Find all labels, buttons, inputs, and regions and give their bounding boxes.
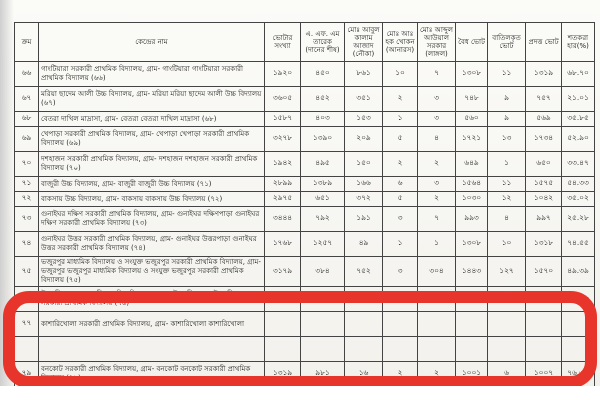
cell-azad: ২০৯: [345, 127, 383, 152]
cell-percent: ২৫.২৮: [562, 207, 595, 232]
cell-azad: ১৫৩: [345, 112, 383, 127]
cell-percent: ৪৯.৩৯: [562, 257, 595, 287]
cell-serial: ৬৮: [15, 112, 39, 127]
cell-serial: ৭৬: [15, 287, 39, 312]
cell-voters: ৩৫১৩: [265, 287, 301, 312]
cell-cast: ১৩১৮: [526, 232, 562, 257]
cell-awal: ২: [418, 192, 456, 207]
cell-valid: ১৭২১: [456, 127, 488, 152]
cell-cast: ১৭৩৪: [526, 127, 562, 152]
cell-serial: ৭৫: [15, 257, 39, 287]
cell-tarek: ৪৪৫: [301, 287, 345, 312]
cell-center: গাংটিয়ারা সরকারী প্রাথমিক বিদ্যালয়, গ্রাম- গাংটিয়ারা গাংটিয়ারা সরকারী প্রাথমিক বিদ্যালয় (৬৬): [39, 62, 265, 87]
table-row: [15, 192, 595, 207]
cell-rejected: ১১: [488, 62, 526, 87]
cell-khokon: ২: [383, 152, 418, 177]
cell-center: বনকোট সরকারী প্রাথমিক বিদ্যালয়, গ্রাম- বনকোট বনকোট সরকারী প্রাথমিক বিদ্যালয় (৭৯): [39, 362, 265, 387]
cell-valid: ১০৩০: [456, 192, 488, 207]
header-cast: প্রদত্ত ভোট: [526, 23, 562, 62]
table-row: [15, 287, 595, 312]
cell-tarek: ৪৯৫: [301, 152, 345, 177]
page-shadow: [0, 0, 14, 400]
cell-cast: [526, 337, 562, 362]
cell-khokon: [383, 337, 418, 362]
cell-voters: ৩১৭৯: [265, 257, 301, 287]
cell-voters: ৩৬০৫: [265, 87, 301, 112]
cell-khokon: ২: [383, 362, 418, 387]
table-row: [15, 337, 595, 362]
header-valid: বৈধ ভোট: [456, 23, 488, 62]
table-row: [15, 177, 595, 192]
cell-serial: ৬৭: [15, 87, 39, 112]
cell-rejected: ১৩: [488, 127, 526, 152]
cell-voters: ১৭৬৮: [265, 232, 301, 257]
cell-percent: ২১.০১: [562, 87, 595, 112]
cell-awal: ৩০৪: [418, 257, 456, 287]
cell-center: গুনাইঘর দক্ষিণ সরকারী প্রাথমিক বিদ্যালয়, গ্রাম- গুনাইঘর দক্ষিণপাড়া গুনাইঘর দক্ষিণ সরকারী প্রাথমিক বিদ্যালয় (৭৩): [39, 207, 265, 232]
cell-percent: ৫২.৯০: [562, 127, 595, 152]
cell-azad: ৪৯: [345, 232, 383, 257]
cell-percent: ৭৪.৫৫: [562, 232, 595, 257]
cell-cast: ১৫৭০: [526, 257, 562, 287]
results-table: [14, 22, 595, 387]
cell-azad: ৩৭২: [345, 192, 383, 207]
cell-rejected: ১৮: [488, 287, 526, 312]
header-percent: শতকরা হার(%): [562, 23, 595, 62]
cell-azad: ১৬৬: [345, 177, 383, 192]
cell-cast: ৬৫০: [526, 152, 562, 177]
cell-voters: ২৮৯৯: [265, 177, 301, 192]
cell-voters: [265, 312, 301, 337]
cell-awal: [418, 337, 456, 362]
cell-tarek: ১৩৯০: [301, 127, 345, 152]
cell-center: বাজুরী উচ্চ বিদ্যালয়, গ্রাম- বাজুরী বাজুরী উচ্চ বিদ্যালয় (৭১): [39, 177, 265, 192]
cell-center: উজানীজোড়া সরকারী প্রাথমিক বিদ্যালয়, গ্রাম- উজানীজোড়া উজানীজোড়া সরকারী প্রাথমিক বিদ্যালয় (৭৬): [39, 287, 265, 312]
cell-rejected: ১২: [488, 192, 526, 207]
table-row: [15, 312, 595, 337]
cell-rejected: [488, 312, 526, 337]
header-serial: ক্রম: [15, 23, 39, 62]
cell-tarek: ৪৫২: [301, 87, 345, 112]
cell-rejected: [488, 337, 526, 362]
cell-awal: ২: [418, 152, 456, 177]
cell-cast: ১৩১৯: [526, 62, 562, 87]
cell-khokon: ৩: [383, 257, 418, 287]
table-row: [15, 62, 595, 87]
cell-khokon: ৫: [383, 192, 418, 207]
cell-azad: [345, 312, 383, 337]
cell-voters: ৩২৭৮: [265, 127, 301, 152]
cell-awal: ৩: [418, 177, 456, 192]
cell-percent: ৬৮.৭০: [562, 62, 595, 87]
cell-azad: ১৬: [345, 362, 383, 387]
cell-awal: ৭: [418, 62, 456, 87]
cell-khokon: ১০: [383, 62, 418, 87]
cell-serial: ৭৭: [15, 312, 39, 337]
cell-khokon: ২: [383, 87, 418, 112]
table-row: [15, 112, 595, 127]
header-azad: মোঃ আবুল কালাম আজাদ (নৌকা): [345, 23, 383, 62]
header-row: [15, 23, 595, 62]
cell-center: [39, 337, 265, 362]
cell-tarek: ৭৯২: [301, 207, 345, 232]
table-row: [15, 207, 595, 232]
cell-serial: ৭১: [15, 177, 39, 192]
cell-valid: ১০০১: [456, 362, 488, 387]
cell-khokon: ৩: [383, 207, 418, 232]
cell-rejected: ১১: [488, 177, 526, 192]
header-center: কেন্দ্রের নাম: [39, 23, 265, 62]
cell-tarek: ৪০৩: [301, 112, 345, 127]
cell-center: বেতরা দাখিল মাদ্রাসা, গ্রাম- বেতরা বেতরা দাখিল মাদ্রাসা (৬৮): [39, 112, 265, 127]
cell-center: গুনাইঘর উত্তর সরকারী প্রাথমিক বিদ্যালয়, গ্রাম- গুনাইঘর উত্তরপাড়া গুনাইঘর উত্তর সরকারী প্রাথমিক বিদ্যালয় (৭৪): [39, 232, 265, 257]
cell-azad: ৩৫১: [345, 87, 383, 112]
header-awal: মোঃ আব্দুল আউয়াল সরকার (লাঙ্গল): [418, 23, 456, 62]
cell-center: বাকসায় উচ্চ বিদ্যালয়, গ্রাম- বাকসায় বাকসায় উচ্চ বিদ্যালয় (৭২): [39, 192, 265, 207]
cell-cast: [526, 312, 562, 337]
cell-awal: ৭: [418, 287, 456, 312]
cell-voters: ১৯২০: [265, 62, 301, 87]
cell-cast: ১০০৭: [526, 362, 562, 387]
cell-percent: ৩৫.৮৫: [562, 112, 595, 127]
cell-serial: ৭২: [15, 192, 39, 207]
cell-khokon: ৫: [383, 127, 418, 152]
cell-center: খেপাড়া সরকারী প্রাথমিক বিদ্যালয়, গ্রাম- খেপাড়া খেপাড়া সরকারী প্রাথমিক বিদ্যালয় (৬৯): [39, 127, 265, 152]
cell-valid: ৬৪৯: [456, 152, 488, 177]
cell-awal: ৩: [418, 87, 456, 112]
cell-voters: ১৩১৯: [265, 362, 301, 387]
cell-khokon: ৪: [383, 287, 418, 312]
cell-percent: ৩৩.৪৭: [562, 152, 595, 177]
cell-voters: ১৫৮৭: [265, 112, 301, 127]
cell-cast: ১৮৩৬: [526, 287, 562, 312]
cell-center: দশহাজন সরকারী প্রাথমিক বিদ্যালয়, গ্রাম- দশহাজন দশহাজন সরকারী প্রাথমিক বিদ্যালয় (৭০): [39, 152, 265, 177]
cell-tarek: ১২৫৭: [301, 232, 345, 257]
cell-cast: ৫৬৯: [526, 112, 562, 127]
cell-tarek: ৩৮৪: [301, 257, 345, 287]
cell-valid: ১৫৬৪: [456, 177, 488, 192]
cell-khokon: [383, 312, 418, 337]
cell-voters: [265, 337, 301, 362]
table-row: [15, 232, 595, 257]
cell-khokon: ১: [383, 112, 418, 127]
cell-azad: [345, 337, 383, 362]
cell-center: কাশারিখোলা সরকারী প্রাথমিক বিদ্যালয়, গ্রাম- কাশারিখোলা কাশারিখোলা: [39, 312, 265, 337]
cell-azad: ১৯১: [345, 207, 383, 232]
cell-percent: [562, 312, 595, 337]
cell-serial: ৭৯: [15, 362, 39, 387]
cell-azad: ১৫০: [345, 152, 383, 177]
cell-cast: ৯৯৭: [526, 207, 562, 232]
cell-percent: ৩৫.০২: [562, 192, 595, 207]
cell-rejected: ১২৭: [488, 257, 526, 287]
cell-khokon: ১: [383, 232, 418, 257]
cell-azad: ১৩৬২: [345, 287, 383, 312]
cell-tarek: ৪৫০: [301, 62, 345, 87]
cell-serial: ৬৯: [15, 127, 39, 152]
page-bottom-edge: [0, 386, 600, 400]
header-voters: ভোটার সংখ্যা: [265, 23, 301, 62]
cell-awal: ৪: [418, 127, 456, 152]
cell-awal: ২: [418, 362, 456, 387]
cell-azad: ৮৬১: [345, 62, 383, 87]
cell-azad: ৭৫২: [345, 257, 383, 287]
cell-serial: ৭৪: [15, 232, 39, 257]
cell-tarek: [301, 312, 345, 337]
cell-valid: [456, 337, 488, 362]
table-row: [15, 152, 595, 177]
cell-rejected: ১: [488, 152, 526, 177]
cell-valid: ৯৯৩: [456, 207, 488, 232]
cell-rejected: ১০: [488, 232, 526, 257]
cell-awal: [418, 312, 456, 337]
cell-awal: ১: [418, 232, 456, 257]
cell-awal: ৭: [418, 207, 456, 232]
cell-valid: ১৮১৮: [456, 287, 488, 312]
cell-rejected: ৬: [488, 362, 526, 387]
header-tarek: এ. এফ. এম তারেক (দানের শীষ): [301, 23, 345, 62]
cell-tarek: ৬৫১: [301, 192, 345, 207]
cell-valid: ৭৪৮: [456, 87, 488, 112]
cell-rejected: ৯: [488, 87, 526, 112]
cell-rejected: ৪: [488, 207, 526, 232]
cell-voters: ৩৪৪৪: [265, 207, 301, 232]
cell-tarek: ৯৮১: [301, 362, 345, 387]
table-row: [15, 87, 595, 112]
header-rejected: বাতিলকৃত ভোট: [488, 23, 526, 62]
cell-cast: ১০৪২: [526, 192, 562, 207]
cell-percent: [562, 337, 595, 362]
cell-percent: ৭৬.৩৫: [562, 362, 595, 387]
cell-cast: ১৫৭৫: [526, 177, 562, 192]
cell-percent: ৫৪.৩৩: [562, 177, 595, 192]
table-row: [15, 257, 595, 287]
cell-khokon: ৬: [383, 177, 418, 192]
cell-tarek: ১৩৮৯: [301, 177, 345, 192]
cell-valid: ১৩০৮: [456, 232, 488, 257]
cell-tarek: [301, 337, 345, 362]
cell-center: মরিয়া ছাদেম আলী উচ্চ বিদ্যালয়, গ্রাম- মরিয়া মরিয়া ছাদেম আলী উচ্চ বিদ্যালয় (৬৭): [39, 87, 265, 112]
cell-serial: ৭০: [15, 152, 39, 177]
cell-awal: ৩: [418, 112, 456, 127]
cell-serial: ৬৬: [15, 62, 39, 87]
cell-rejected: ৯: [488, 112, 526, 127]
cell-percent: ৫২.২৬: [562, 287, 595, 312]
cell-valid: ৫৬০: [456, 112, 488, 127]
cell-serial: ৭৩: [15, 207, 39, 232]
cell-voters: ২৯৭৫: [265, 192, 301, 207]
header-khokon: মোঃ আঃ হক খোকন (আনারস): [383, 23, 418, 62]
cell-valid: ১৪৪৩: [456, 257, 488, 287]
cell-serial: [15, 337, 39, 362]
cell-voters: ১৯৪২: [265, 152, 301, 177]
cell-center: ভজুরপুর মাধ্যমিক বিদ্যালয় ও সংযুক্ত ভজুরপুর সরকারী প্রাথমিক বিদ্যালয়, গ্রাম- ভজুরপুর ভজুরপুর মাধ্যমিক বিদ্যালয় ও সংযুক্ত ভজুরপুর সরকারী প্রাথমিক বিদ্যালয় (৭৫): [39, 257, 265, 287]
table-row: [15, 362, 595, 387]
cell-valid: [456, 312, 488, 337]
cell-valid: ১৩০৮: [456, 62, 488, 87]
table-row: [15, 127, 595, 152]
cell-cast: ৭৫৭: [526, 87, 562, 112]
